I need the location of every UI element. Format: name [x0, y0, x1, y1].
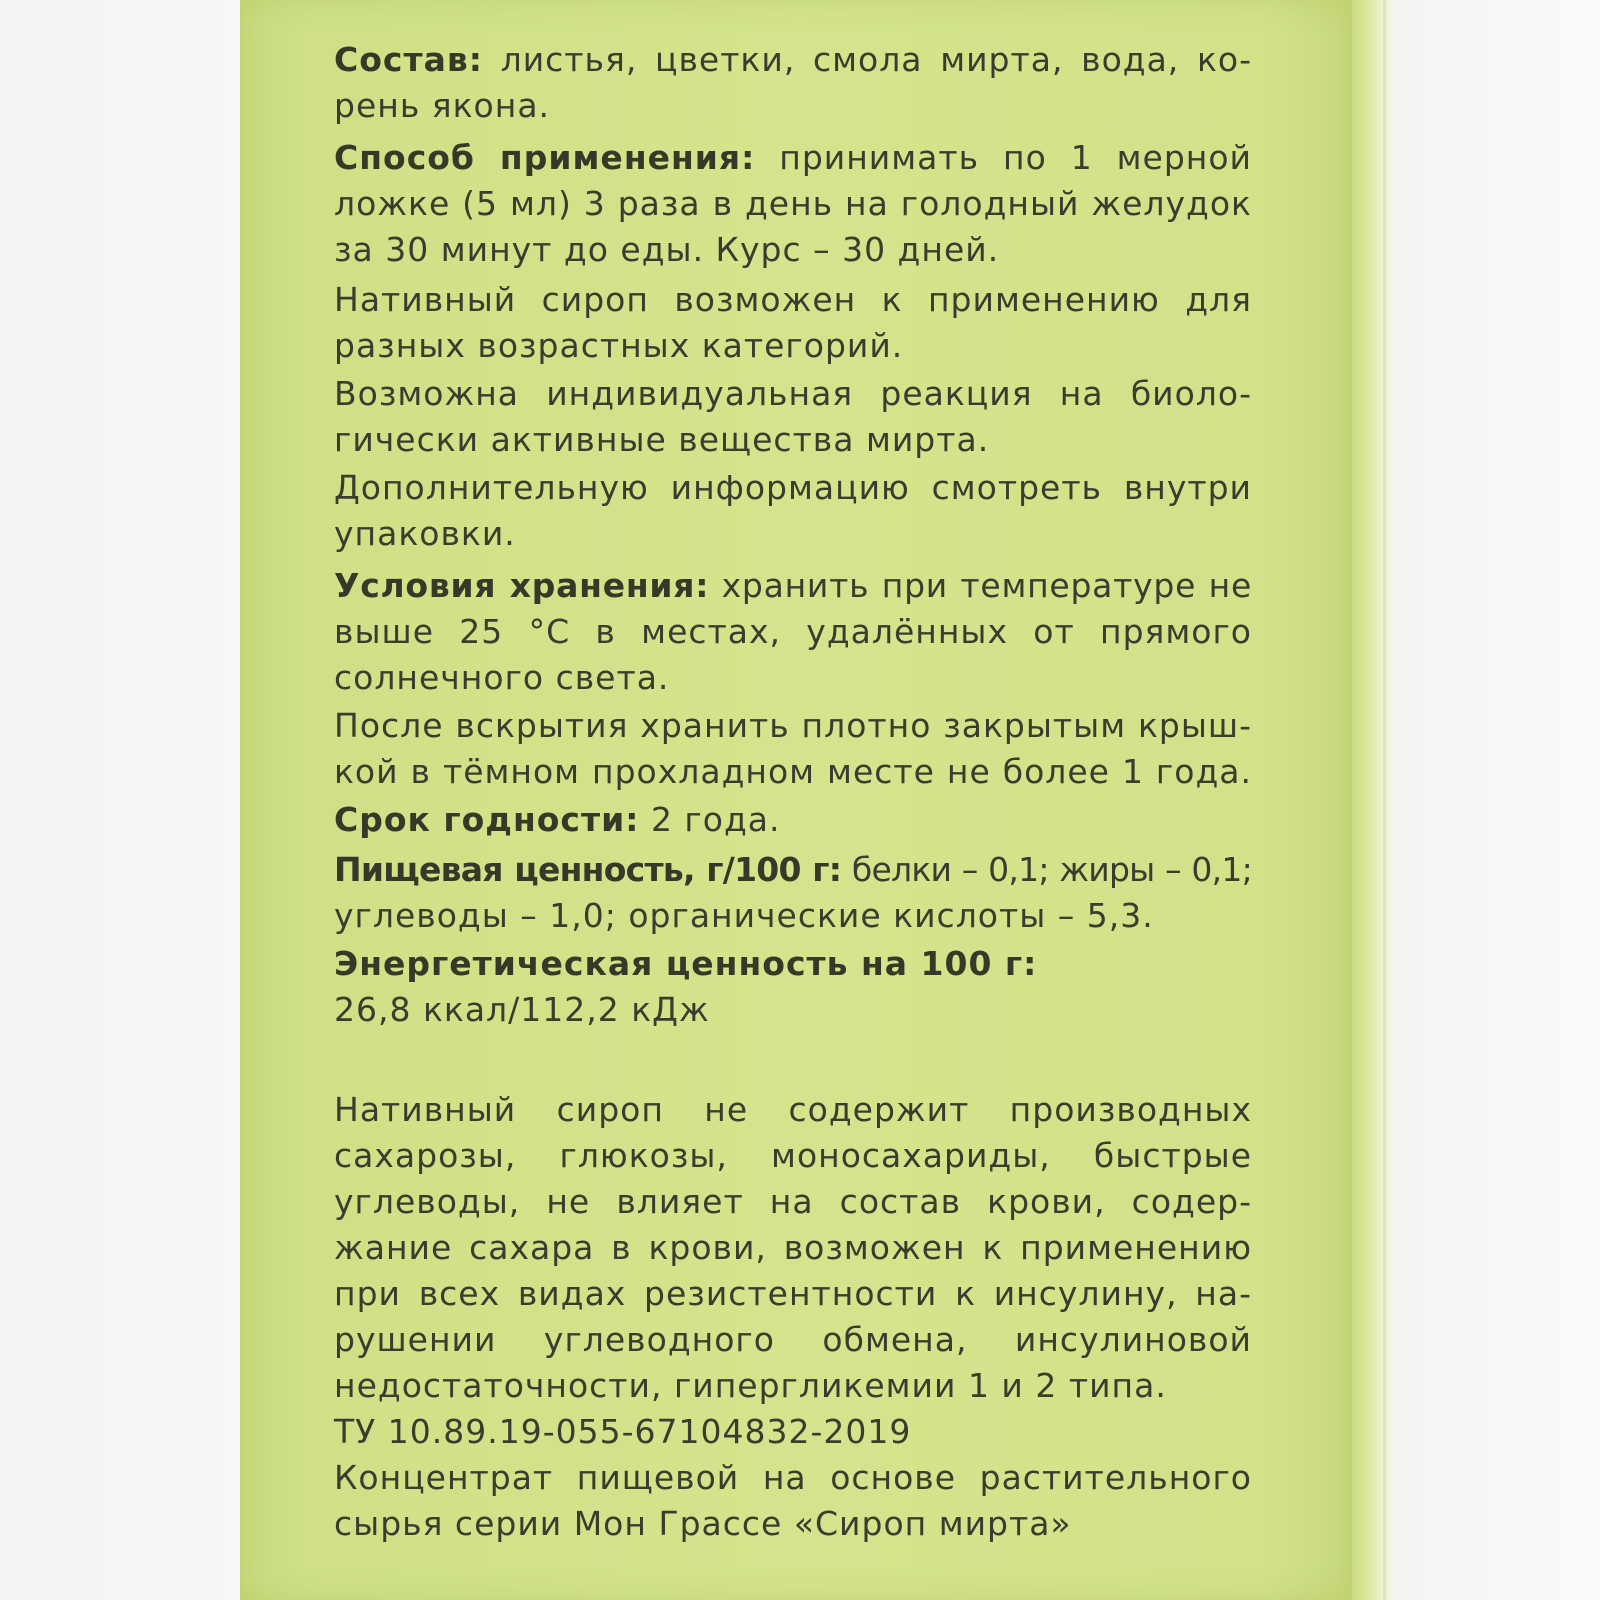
composition-text: листья, цветки, смола мирта, вода, ко- [482, 40, 1252, 79]
description-line-4: жание сахара в крови, возможен к применению [334, 1228, 1252, 1267]
storage-line-1 [334, 562, 1252, 610]
storage-line-3: солнечного света. [334, 658, 670, 697]
native-line-2: разных возрастных категорий. [334, 326, 904, 365]
shelf-life-heading: Срок годности: [334, 800, 640, 839]
after-opening-line-2: кой в тёмном прохладном месте не более 1 года. [334, 752, 1252, 791]
background-right [1394, 0, 1600, 1600]
storage-line-2: выше 25 °С в местах, удалённых от прямого [334, 612, 1252, 651]
storage-text: хранить при температуре не [709, 566, 1252, 605]
usage-line-2: ложке (5 мл) 3 раза в день на голодный желудок [334, 184, 1252, 223]
usage-text: принимать по 1 мерной [755, 138, 1253, 177]
composition-heading: Состав: [334, 40, 483, 79]
concentrate-line-2: сырья серии Мон Грассе «Сироп мирта» [334, 1504, 1072, 1543]
composition-line-1 [334, 36, 1252, 84]
concentrate-line-1: Концентрат пищевой на основе растительного [334, 1458, 1252, 1497]
storage-heading: Условия хранения: [334, 566, 710, 605]
shelf-life-value: 2 года. [639, 800, 781, 839]
nutrition-line-2: углеводы – 1,0; органические кислоты – 5,3. [334, 896, 1154, 935]
nutrition-text: белки – 0,1; жиры – 0,1; [841, 850, 1252, 889]
description-line-1: Нативный сироп не содержит производных [334, 1090, 1252, 1129]
shelf-life-line [334, 796, 1252, 844]
extra-info-line-2: упаковки. [334, 514, 516, 553]
composition-line-2: рень якона. [334, 86, 551, 125]
panel-fold-line [1383, 0, 1386, 1600]
reaction-line-2: гически активные вещества мирта. [334, 420, 990, 459]
native-line-1: Нативный сироп возможен к применению для [334, 280, 1252, 319]
energy-heading: Энергетическая ценность на 100 г: [334, 944, 1038, 983]
description-line-5: при всех видах резистентности к инсулину, на- [334, 1274, 1252, 1313]
description-line-6: рушении углеводного обмена, инсулиновой [334, 1320, 1252, 1359]
background-left [0, 0, 240, 1600]
description-line-7: недостаточности, гипергликемии 1 и 2 типа. [334, 1366, 1167, 1405]
description-line-3: углеводы, не влияет на состав крови, содер- [334, 1182, 1252, 1221]
extra-info-line-1: Дополнительную информацию смотреть внутри [334, 468, 1252, 507]
nutrition-line-1 [334, 846, 1252, 894]
description-line-2: сахарозы, глюкозы, моносахариды, быстрые [334, 1136, 1252, 1175]
usage-heading: Способ применения: [334, 138, 756, 177]
nutrition-heading: Пищевая ценность, г/100 г: [334, 850, 842, 889]
reaction-line-1: Возможна индивидуальная реакция на биоло- [334, 374, 1252, 413]
usage-line-1 [334, 134, 1252, 182]
panel-fold-edge [1352, 0, 1394, 1600]
tech-spec-number: ТУ 10.89.19-055-67104832-2019 [334, 1412, 912, 1451]
after-opening-line-1: После вскрытия хранить плотно закрытым крыш- [334, 706, 1252, 745]
usage-line-3: за 30 минут до еды. Курс – 30 дней. [334, 230, 1000, 269]
energy-value: 26,8 ккал/112,2 кДж [334, 990, 710, 1029]
